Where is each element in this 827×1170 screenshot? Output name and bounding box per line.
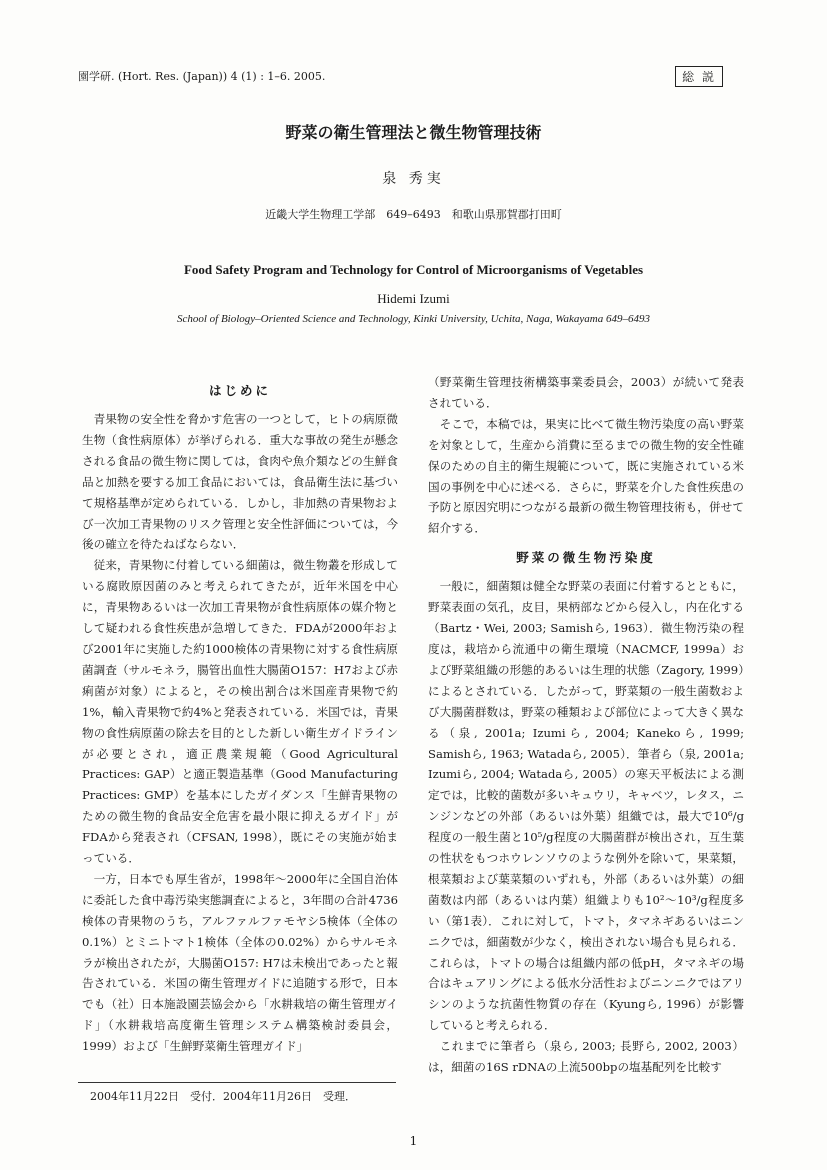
paragraph: 従来，青果物に付着している細菌は，微生物叢を形成している腐敗原因菌のみと考えられてきたが，近年米国を中心に，青果物あるいは一次加工青果物が食性病原体の媒介物として疑われる食性疾患が急増してきた．FDAが2000年および2001年に実施した約1000検体の青果物に対する食性病原菌調査（サルモネラ，腸管出血性大腸菌O157：H7および赤痢菌が対象）によると，その検出割合は米国産青果物で約1%，輸入青果物で約4%と発表されている．米国では，青果物の食性病原菌の除去を目的とした新しい衛生ガイドラインが必要とされ，適正農業規範（Good Agricultural Practices: GAP）と適正製造基準（Good Manufacturing Practices: GMP）を基本にしたガイダンス「生鮮青果物のための微生物的食品安全危害を最小限に抑えるガイド」がFDAから発表され（CFSAN, 1998），既にその実施が始まっている． [82, 558, 398, 866]
paragraph: 一方，日本でも厚生省が，1998年～2000年に全国自治体に委託した食中毒汚染実態調査によると，3年間の合計4736検体の青果物のうち，アルファルファモヤシ5検体（全体の0.1%）とミニトマト1検体（全体の0.02%）からサルモネラが検出されたが，大腸菌O157: H7は未検出であったと報告されている．米国の衛生管理ガイドに追随する形で，日本でも（社）日本施設園芸協会から「水耕栽培の衛生管理ガイド」（水耕栽培高度衛生管理システム構築検討委員会，1999）および「生鮮野菜衛生管理ガイド」 [82, 871, 398, 1054]
footnote-divider [78, 1082, 396, 1083]
title-english: Food Safety Program and Technology for Control of Microorganisms of Vegetables [183, 262, 644, 277]
page-number: 1 [409, 1134, 418, 1148]
author-english: Hidemi Izumi [377, 291, 450, 306]
affiliation-japanese: 近畿大学生物理工学部 649–6493 和歌山県那賀郡打田町 [265, 208, 562, 221]
received-accepted-footnote: 2004年11月22日 受付．2004年11月26日 受理． [90, 1090, 356, 1103]
paragraph: これまでに筆者ら（泉ら, 2003; 長野ら, 2002, 2003）は，細菌の16S rDNAの上流500bpの塩基配列を比較す [428, 1039, 744, 1075]
right-column [428, 372, 744, 1078]
affiliation-english: School of Biology–Oriented Science and Technology, Kinki University, Uchita, Naga, Wakayama 649–6493 [176, 313, 651, 325]
journal-citation: 園学研. (Hort. Res. (Japan)) 4 (1) : 1–6. 2005. [78, 70, 326, 83]
section-heading-microbial-contamination: 野菜の微生物汚染度 [516, 550, 656, 566]
article-type-badge: 総 説 [675, 66, 723, 87]
paragraph: （野菜衛生管理技術構築事業委員会，2003）が続いて発表されている． [428, 375, 744, 410]
author-japanese: 泉 秀実 [382, 171, 445, 187]
paragraph: そこで，本稿では，果実に比べて微生物汚染度の高い野菜を対象として，生産から消費に至るまでの微生物的安全性確保のための自主的衛生規範について，既に実施されている米国の事例を中心に述べる．さらに，野菜を介した食性疾患の予防と原因究明につながる最新の微生物管理技術も，併せて紹介する． [428, 416, 744, 536]
paragraph: 青果物の安全性を脅かす危害の一つとして，ヒトの病原微生物（食性病原体）が挙げられる．重大な事故の発生が懸念される食品の微生物に関しては，食肉や魚介類などの生鮮食品と加熱を要する加工食品においては，食品衛生法に基づいて規格基準が定められている．しかし，非加熱の青果物および一次加工青果物のリスク管理と安全性評価については，今後の確立を待たねばならない． [82, 412, 398, 552]
section-heading-intro: はじめに [208, 383, 271, 398]
title-japanese: 野菜の衛生管理法と微生物管理技術 [285, 123, 542, 142]
paragraph: 一般に，細菌類は健全な野菜の表面に付着するとともに，野菜表面の気孔，皮目，果柄部などから侵入し，内在化する（Bartz・Wei, 2003; Samishら, 1963）．微生物汚染の程度は，栽培から流通中の衛生環境（NACMCF, 1999a）および野菜組織の形態的あるいは生理的状態（Zagory, 1999）によるとされている．したがって，野菜類の一般生菌数および大腸菌群数は，野菜の種類および部位によって大きく異なる（泉, 2001a; Izumiら, 2004; Kanekoら, 1999; Samishら, 1963; Watadaら, 2005）．筆者ら（泉, 2001a; Izumiら, 2004; Watadaら, 2005）の寒天平板法による測定では，比較的菌数が多いキュウリ，キャベツ，レタス，ニンジンなどの外部（あるいは外葉）組織では，最大で10⁶/g程度の一般生菌と10⁵/g程度の大腸菌群が検出され，互生葉の性状をもつホウレンソウのような例外を除いて，果菜類，根菜類および葉菜類のいずれも，外部（あるいは外葉）の細菌数は内部（あるいは内葉）組織よりも10²～10³/g程度多い（第1表）．これに対して，トマト，タマネギあるいはニンニクでは，細菌数が少なく，検出されない場合も見られる．これらは，トマトの場合は組織内部の低pH，タマネギの場合はキュアリングによる低水分活性およびニンニクではアリシンのような抗菌性物質の存在（Kyungら, 1996）が影響していると考えられる． [428, 579, 744, 1033]
left-column [82, 372, 398, 1057]
